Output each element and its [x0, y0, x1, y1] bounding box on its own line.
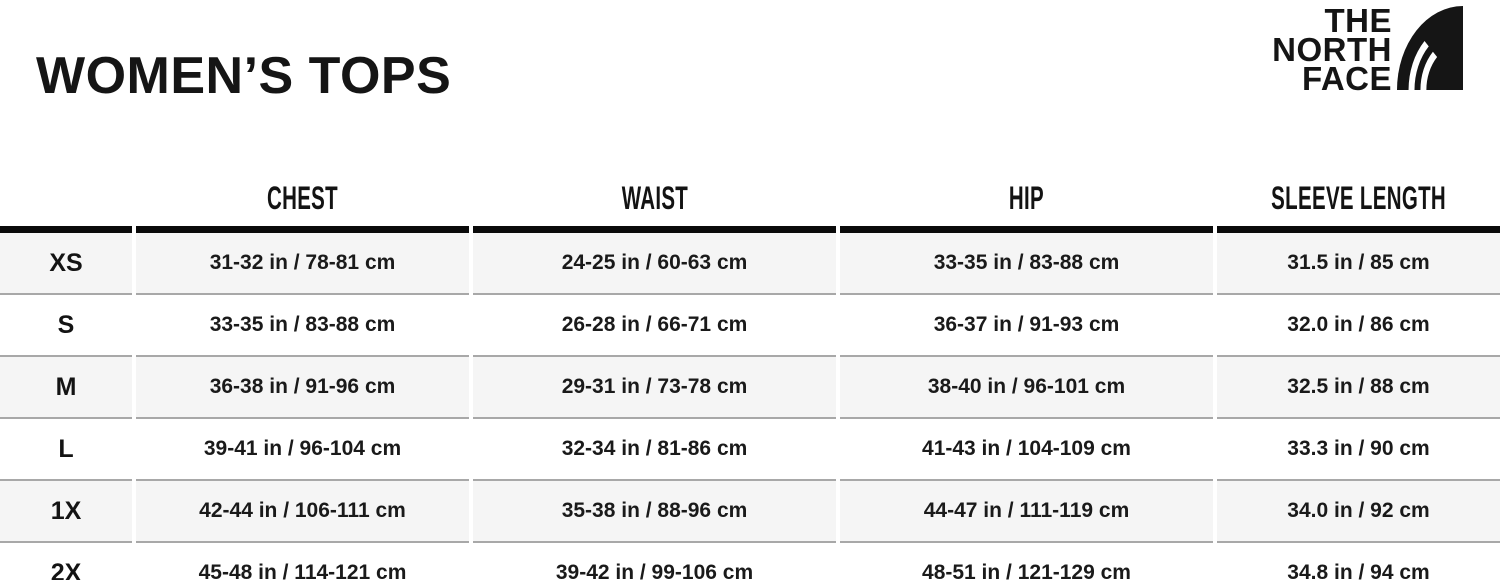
sleeve-value: 32.5 in / 88 cm [1217, 357, 1500, 419]
header-chest: CHEST [136, 171, 469, 233]
size-label: L [0, 419, 132, 481]
waist-value: 29-31 in / 73-78 cm [473, 357, 836, 419]
size-table [0, 171, 1500, 580]
waist-value: 39-42 in / 99-106 cm [473, 543, 836, 580]
waist-value: 24-25 in / 60-63 cm [473, 233, 836, 295]
sleeve-value: 34.0 in / 92 cm [1217, 481, 1500, 543]
waist-value: 35-38 in / 88-96 cm [473, 481, 836, 543]
north-face-halfdome-icon [1397, 6, 1463, 90]
north-face-logo-text [1272, 2, 1392, 97]
hip-value: 38-40 in / 96-101 cm [840, 357, 1213, 419]
size-table-container [0, 171, 1500, 580]
table-row-2x [0, 543, 1500, 580]
logo-line-the: THE [1324, 2, 1392, 39]
header-waist: WAIST [473, 171, 836, 233]
waist-value: 32-34 in / 81-86 cm [473, 419, 836, 481]
header-size-blank [0, 171, 132, 233]
size-label: S [0, 295, 132, 357]
table-row-l [0, 419, 1500, 481]
hip-value: 48-51 in / 121-129 cm [840, 543, 1213, 580]
page-title: WOMEN’S TOPS [36, 47, 452, 105]
sleeve-value: 32.0 in / 86 cm [1217, 295, 1500, 357]
size-label: 1X [0, 481, 132, 543]
chest-value: 45-48 in / 114-121 cm [136, 543, 469, 580]
header-hip: HIP [840, 171, 1213, 233]
north-face-logo [1272, 2, 1463, 97]
table-row-1x [0, 481, 1500, 543]
hip-value: 33-35 in / 83-88 cm [840, 233, 1213, 295]
waist-value: 26-28 in / 66-71 cm [473, 295, 836, 357]
hip-value: 41-43 in / 104-109 cm [840, 419, 1213, 481]
logo-line-face: FACE [1301, 60, 1392, 97]
table-row-m [0, 357, 1500, 419]
logo-line-north: NORTH [1272, 31, 1392, 68]
hip-value: 44-47 in / 111-119 cm [840, 481, 1213, 543]
chest-value: 39-41 in / 96-104 cm [136, 419, 469, 481]
sleeve-value: 34.8 in / 94 cm [1217, 543, 1500, 580]
header-sleeve-length: SLEEVE LENGTH [1217, 171, 1500, 233]
size-label: XS [0, 233, 132, 295]
table-row-xs [0, 233, 1500, 295]
sleeve-value: 31.5 in / 85 cm [1217, 233, 1500, 295]
sleeve-value: 33.3 in / 90 cm [1217, 419, 1500, 481]
chest-value: 33-35 in / 83-88 cm [136, 295, 469, 357]
chest-value: 42-44 in / 106-111 cm [136, 481, 469, 543]
size-label: M [0, 357, 132, 419]
hip-value: 36-37 in / 91-93 cm [840, 295, 1213, 357]
header-row [0, 171, 1500, 233]
chest-value: 36-38 in / 91-96 cm [136, 357, 469, 419]
chest-value: 31-32 in / 78-81 cm [136, 233, 469, 295]
size-label: 2X [0, 543, 132, 580]
table-row-s [0, 295, 1500, 357]
